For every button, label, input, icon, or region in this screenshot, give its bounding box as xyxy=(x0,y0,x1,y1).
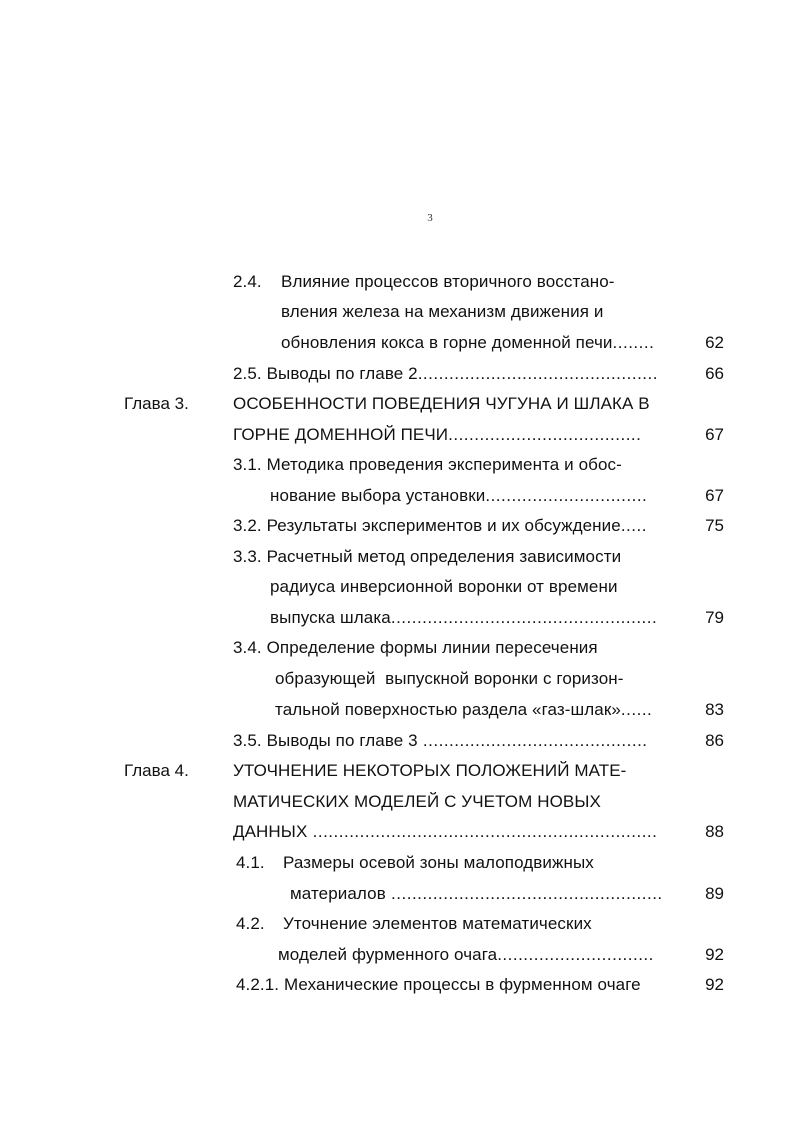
toc-page-number: 88 xyxy=(705,822,724,841)
toc-entry-title-line: 3.2. Результаты экспериментов и их обсуждение..... xyxy=(233,516,647,535)
toc-entry-title-line: тальной поверхностью раздела «газ-шлак»...... xyxy=(275,700,653,719)
toc-entry-number: 2.4. xyxy=(233,272,262,291)
toc-entry-title-line: нование выбора установки............................... xyxy=(270,486,648,505)
toc-page-number: 89 xyxy=(705,884,724,903)
toc-entry-title-line: Размеры осевой зоны малоподвижных xyxy=(283,853,594,872)
toc-page-number: 67 xyxy=(705,425,724,444)
chapter-title-line: МАТИЧЕСКИХ МОДЕЛЕЙ С УЧЕТОМ НОВЫХ xyxy=(233,792,601,811)
chapter-title-line: УТОЧНЕНИЕ НЕКОТОРЫХ ПОЛОЖЕНИЙ МАТЕ- xyxy=(233,761,627,780)
chapter-title-line: ДАННЫХ .................................................................. xyxy=(233,822,658,841)
chapter-title-line: ОСОБЕННОСТИ ПОВЕДЕНИЯ ЧУГУНА И ШЛАКА В xyxy=(233,394,650,413)
toc-leader-dots: ..................................... xyxy=(448,425,642,444)
toc-page-number: 66 xyxy=(705,364,724,383)
toc-leader-dots: ........................................... xyxy=(417,731,648,750)
toc-leader-dots: .............................................. xyxy=(417,364,658,383)
toc-entry-title-line: обновления кокса в горне доменной печи........ xyxy=(281,333,655,352)
toc-entry-number: 4.1. xyxy=(236,853,265,872)
toc-entry-title-line: 3.3. Расчетный метод определения зависимости xyxy=(233,547,622,566)
toc-entry-title-line: образующей выпускной воронки с горизон- xyxy=(275,669,624,688)
toc-leader-dots: ..... xyxy=(620,516,647,535)
toc-page-number: 92 xyxy=(705,945,724,964)
toc-entry-number: 4.2. xyxy=(236,914,265,933)
toc-page-number: 67 xyxy=(705,486,724,505)
toc-entry-title-line: 3.4. Определение формы линии пересечения xyxy=(233,638,598,657)
toc-entry-title-line: Влияние процессов вторичного восстано- xyxy=(281,272,615,291)
toc-page-number: 79 xyxy=(705,608,724,627)
toc-leader-dots: ................................................... xyxy=(390,608,658,627)
toc-leader-dots: ........ xyxy=(612,333,655,352)
toc-entry-title-line: вления железа на механизм движения и xyxy=(281,302,604,321)
toc-page-number: 62 xyxy=(705,333,724,352)
toc-leader-dots: .............................. xyxy=(497,945,654,964)
toc-entry-title-line: выпуска шлака................................................... xyxy=(270,608,658,627)
toc-page-number: 83 xyxy=(705,700,724,719)
page-number: 3 xyxy=(427,212,433,224)
toc-page-number: 92 xyxy=(705,975,724,994)
toc-entry-title-line: радиуса инверсионной воронки от времени xyxy=(270,577,618,596)
toc-entry-title-line: 3.1. Методика проведения эксперимента и обос- xyxy=(233,455,622,474)
chapter-title-line: ГОРНЕ ДОМЕННОЙ ПЕЧИ..................................... xyxy=(233,425,642,444)
chapter-label: Глава 3. xyxy=(124,394,189,413)
toc-entry-title-line: материалов .................................................... xyxy=(290,884,663,903)
toc-entry-title-line: 4.2.1. Механические процессы в фурменном очаге xyxy=(236,975,641,994)
toc-leader-dots: ...... xyxy=(620,700,653,719)
toc-page-number: 86 xyxy=(705,731,724,750)
toc-leader-dots: .................................................................. xyxy=(307,822,658,841)
toc-leader-dots: .................................................... xyxy=(385,884,663,903)
toc-entry-title-line: 3.5. Выводы по главе 3 ........................................... xyxy=(233,731,648,750)
toc-entry-title-line: 2.5. Выводы по главе 2.............................................. xyxy=(233,364,658,383)
toc-entry-title-line: Уточнение элементов математических xyxy=(283,914,592,933)
toc-page-number: 75 xyxy=(705,516,724,535)
toc-entry-title-line: моделей фурменного очага.............................. xyxy=(278,945,654,964)
toc-leader-dots: ............................... xyxy=(485,486,648,505)
chapter-label: Глава 4. xyxy=(124,761,189,780)
